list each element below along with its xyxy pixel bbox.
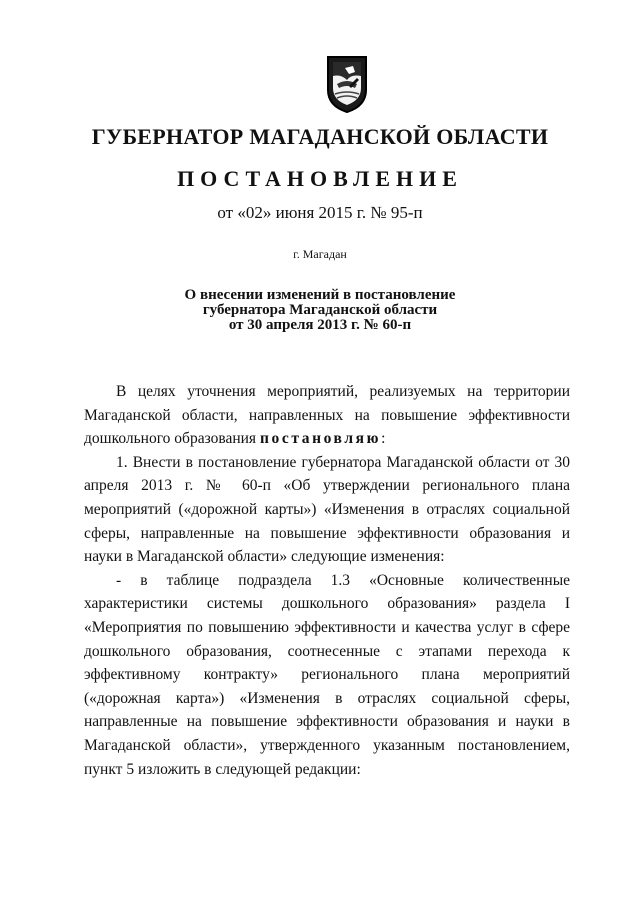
preamble-paragraph <box>84 380 570 451</box>
decree-word: постановляю <box>259 430 382 448</box>
document-city: г. Магадан <box>293 247 347 261</box>
subject-line: губернатора Магаданской области <box>202 302 438 318</box>
document-body <box>84 380 570 781</box>
subject-line: О внесении изменений в постановление <box>184 287 456 303</box>
issuer-title: ГУБЕРНАТОР МАГАДАНСКОЙ ОБЛАСТИ <box>91 124 549 149</box>
item-1-dash-paragraph: - в таблице подраздела 1.3 «Основные количественные характеристики системы дошкольного образования» раздела I «Мероприятия по повышению эффективности и качества услуг в сфере дошкольного образования, соотнесенные с этапами перехода к эффективному контракту» регионального плана мероприятий («дорожная карта») «Изменения в отраслях социальной сферы, направленные на повышение эффективности образования и науки в Магаданской области», утвержденного указанным постановлением, пункт 5 изложить в следующей редакции: <box>84 571 570 778</box>
preamble-end: : <box>381 430 386 448</box>
subject-line: от 30 апреля 2013 г. № 60-п <box>228 317 412 333</box>
document-subject <box>0 288 640 333</box>
item-1-paragraph: 1. Внести в постановление губернатора Магаданской области от 30 апреля 2013 г. № 60-п «Об утверждении регионального плана мероприятий («дорожной карты») «Изменения в отраслях социальной сферы, направленные на повышение эффективности образования и науки в Магаданской области» следующие изменения: <box>84 453 570 566</box>
coat-of-arms-icon <box>325 54 369 114</box>
preamble-text: В целях уточнения мероприятий, реализуемых на территории Магаданской области, направленных на повышение эффективности дошкольного образования <box>84 383 570 448</box>
document-type: ПОСТАНОВЛЕНИЕ <box>177 166 463 191</box>
document-date-number: от «02» июня 2015 г. № 95-п <box>217 203 423 222</box>
